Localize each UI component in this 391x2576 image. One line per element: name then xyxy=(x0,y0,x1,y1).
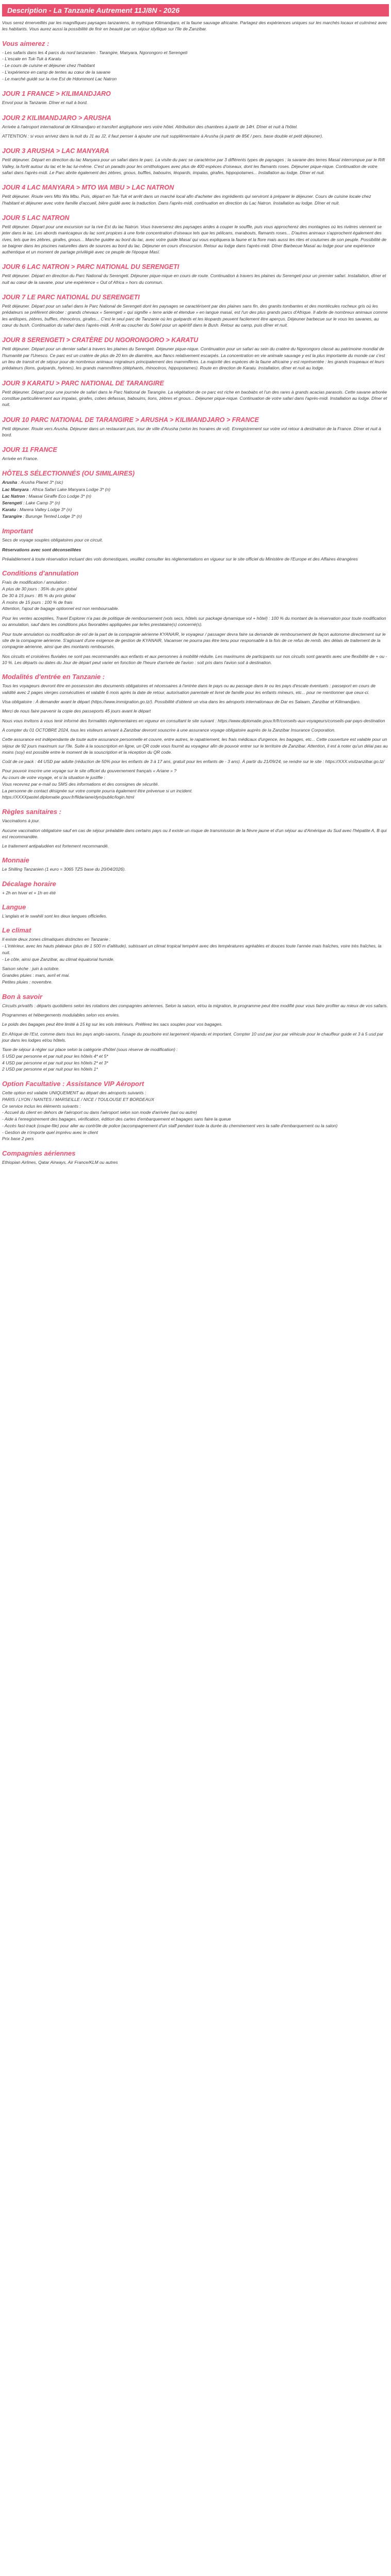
sanitaires-text: Le traitement antipaludéen est fortement recommandé. xyxy=(2,843,109,849)
day-text: Petit déjeuner. Route vers Mto Wa Mbu. Puis, départ en Tuk-Tuk et arrêt dans un marché local afin d'acheter des ingrédients qui serviront à préparer le déjeuner. Cours de cuisine locale chez l'habitant et déjeuner avec votre famille d'accueil, bière guidé avec la traduction. Dans l'après-midi, continuation en direction du Lac Natron. Installation au lodge. Dîner et nuit. xyxy=(2,194,371,206)
entree-text: Visa obligatoire : À demander avant le départ (https://www.immigration.go.tz/). Possibilité d'obtenir un visa dans les aéroports internationaux de Dar es Salaam, Zanzibar et Kilimandjaro. xyxy=(2,699,361,704)
day-title: JOUR 9 KARATU > PARC NATIONAL DE TARANGIRE xyxy=(2,379,164,387)
entree-text: Tous les voyageurs devront être en possession des documents obligatoires et nécessaires à l'entrée dans le pays ou au passage dans le ou les pays d'escale éventuels : passeport en cours de validité avec 2 pages vierges consécutives et valable 6 mois après la date de retour, autorisation parentale et livret de famille pour les enfants mineurs, etc... pour ne mentionner que ceux-ci. xyxy=(2,683,376,695)
vous-aimerez-title: Vous aimerez : xyxy=(2,39,50,47)
page-title: Description - La Tanzanie Autrement 11J/8N - 2026 xyxy=(2,4,389,16)
hotel-row xyxy=(2,513,389,520)
hotel-name: : Marera Valley Lodge 3* (n) xyxy=(17,507,72,513)
entree-text: Coût de ce pack : 44 USD par adulte (réduction de 50% pour les enfants de 3 à 17 ans, gratuit pour les enfants de - 3 ans). À partir du 21/09/24, se rendre sur le site : https://XXX.visitzanzibar.go.tz/ xyxy=(2,759,385,765)
hotels-title: HÔTELS SÉLECTIONNÉS (OU SIMILAIRES) xyxy=(2,470,135,478)
list-item: La personne de contact désignée sur votre compte pourra également être prévenue si un incident. xyxy=(2,788,193,793)
list-item: 4 USD par personne et par nuit pour les hôtels 2* et 3* xyxy=(2,1060,108,1065)
bonasavoir-text: En Afrique de l'Est, comme dans tous les pays anglo-saxons, l'usage du pourboire est largement répandu et important. Compter 10 usd par jour par véhicule pour le chauffeur guide et 3 à 5 usd par jour dans les lodges et/ou hôtels. xyxy=(2,1031,384,1043)
hotel-location: Lac Manyara xyxy=(2,486,29,492)
sanitaires-text: Aucune vaccination obligatoire sauf en cas de séjour préalable dans certains pays ou il existe un risque de transmission de la fièvre jaune et d'un séjour au d'Amérique du Sud avec l'hépatite A, B qui est recommandée. xyxy=(2,827,387,839)
sanitaires-text: Vaccinations à jour. xyxy=(2,818,40,824)
hotel-name: : Arusha Planet 3* (sic) xyxy=(18,480,63,485)
list-item: De 30 à 15 jours : 85 % du prix global xyxy=(2,592,75,598)
annulation-text: Pour toute annulation ou modification de vol de la part de la compagnie aérienne KYANAIR, le voyageur / passager devra faire sa demande de remboursement de façon autonome directement sur le site de la compagnie aérienne. S'agissant d'une exigence de gestion de KYANAIR, Vacanser ne pourra pas être tenu pour responsable à la fois de ce refus de remb. des délais de traitement de la compagnie aérienne, ainsi que des montants remboursés. xyxy=(2,631,386,650)
option-list xyxy=(2,1090,389,1142)
list-item: Prix base 2 pers xyxy=(2,1136,34,1142)
list-item: Il existe deux zones climatiques distinctes en Tanzanie : xyxy=(2,937,111,942)
list-item: - Accès fast-track (coupe-file) pour aller au contrôle de police (accompagnement d'un staff pendant toute la durée du cheminement vers la salle d'embarquement ou la salon) xyxy=(2,1123,338,1128)
bonasavoir-title: Bon à savoir xyxy=(2,992,43,1001)
day-text: Petit déjeuner. Départ pour un safari dans le Parc National de Serengeti dont les paysages se caractérisent par des plaines sans fin, des granits tombantes et des montécules rocheux gris où les prédateurs se préfèrent dérober : grands chevaux « Serengeti » qui signifie « terre aride et étendue » en langue masaï, est l'un des plus grands parcs d'Afrique. Il abrite de nombreux animaux comme les antilopes, zèbres, buffles, rhinocéros, girafes... C'est le seul parc de Tanzanie où les guépards et les léopards peuvent facilement être aperçus. Déjeuner barbecue sur le vous les savanes, au cœur du bush. Continuation du safari dans l'après-midi. Arrêt au coucher du Soleil pour un apéritif dans le Bush. Retour au camp, puis dîner et nuit. xyxy=(2,303,388,328)
monnaie-text: Le Shilling Tanzanien (1 euro = 3065 TZS base du 20/04/2026). xyxy=(2,867,126,872)
langue-title: Langue xyxy=(2,903,26,911)
list-item: - L'expérience en camp de tentes au cœur de la savane xyxy=(2,69,110,75)
hotel-name: : Africa Safari Lake Manyara Lodge 3* (n) xyxy=(29,486,110,492)
compagnies-text: Ethiopian Airlines, Qatar Airways, Air France/KLM ou autres xyxy=(2,1160,118,1165)
day-title: JOUR 11 FRANCE xyxy=(2,446,57,454)
important-title: Important xyxy=(2,527,33,535)
ariane-link[interactable]: https://XXXXpastel.diplomatie.gouv.fr/fildariane/dyn/public/login.html xyxy=(2,794,134,800)
list-item: - Le cours de cuisine et déjeuner chez l'habitant xyxy=(2,63,95,69)
day-title: JOUR 4 LAC MANYARA > MTO WA MBU > LAC NATRON xyxy=(2,184,174,192)
day-text: Petit déjeuner. Route vers Arusha. Déjeuner dans un restaurant puis, tour de ville d'Arusha (selon les horaires de vol). Enregistrement sur votre vol retour à destination de la France. Dîner et nuit à bord. xyxy=(2,426,381,437)
hotel-location: Serengeti xyxy=(2,500,22,505)
list-item: Cette option est valable UNIQUEMENT au départ des aéroports suivants : xyxy=(2,1090,146,1096)
vous-aimerez-list xyxy=(2,49,389,82)
list-item: - Le marché guidé sur la rive Est de Hdommont Lac Natron xyxy=(2,76,117,81)
entree-text: À compter du 01 OCTOBRE 2024, tous les visiteurs arrivant à Zanzibar devront souscrire à une assurance voyage obligatoire auprès de la Zanzibar Insurance Corporation. xyxy=(2,727,336,733)
list-item: - Les safaris dans les 4 parcs du nord tanzanien : Tarangire, Manyara, Ngorongoro et Serengeti xyxy=(2,49,188,55)
day-text: Arrivée à l'aéroport international de Kilimandjaro et transfert anglophone vers votre hôtel. Attribution des chambres à partir de 14H. Dîner et nuit à l'hôtel. xyxy=(2,124,298,129)
day-text: Envol pour la Tanzanie. Dîner et nuit à bord. xyxy=(2,100,88,106)
list-item: A plus de 30 jours : 35% du prix global xyxy=(2,586,77,592)
day-title: JOUR 5 LAC NATRON xyxy=(2,214,70,222)
list-item: À moins de 15 jours : 100 % de frais xyxy=(2,599,73,605)
day-title: JOUR 8 SERENGETI > CRATÈRE DU NGORONGORO > KARATU xyxy=(2,336,199,344)
list-item: Vous recevrez par e-mail ou SMS des informations et des consignes de sécurité. xyxy=(2,781,159,787)
hotel-location: Karatu xyxy=(2,507,16,513)
list-item: Frais de modification / annulation : xyxy=(2,580,69,585)
important-text: Préalablement à toute réservation incluant des vols domestiques, veuillez consulter les réglementations en vigueur sur le site officiel du Ministère de l'Europe et des Affaires étrangères xyxy=(2,556,358,562)
option-title: Option Facultative : Assistance VIP Aéroport xyxy=(2,1080,144,1088)
hotel-name: : Burunge Tented Lodge 3* (n) xyxy=(23,514,82,519)
hotel-row xyxy=(2,479,389,486)
taxe-list xyxy=(2,1046,389,1073)
hotel-row xyxy=(2,506,389,513)
list-item: 5 USD par personne et par nuit pour les hôtels 4* et 5* xyxy=(2,1053,108,1059)
list-item: - L'escale en Tuk-Tuk à Karatu xyxy=(2,56,61,62)
bonasavoir-text: Programmes et hébergements modulables selon vos envies. xyxy=(2,1012,120,1018)
hotel-location: Tarangire xyxy=(2,514,22,519)
hotel-row xyxy=(2,500,389,506)
entree-text: Merci de nous faire parvenir la copie des passeports 45 jours avant le départ xyxy=(2,708,151,714)
hotel-location: Arusha xyxy=(2,480,18,485)
list-item: Au cours de votre voyage, et si la situation le justifie : xyxy=(2,775,105,781)
list-item: PARIS / LYON / NANTES / MARSEILLE / NICE / TOULOUSE ET BORDEAUX xyxy=(2,1096,155,1102)
day-text: Arrivée en France. xyxy=(2,456,38,462)
ariane-list xyxy=(2,768,389,801)
hotel-name: : Lake Camp 3* (n) xyxy=(23,500,60,505)
day-text: Petit déjeuner. Départ en direction du lac Manyara pour un safari dans le parc. La visite du parc se caractérise par 3 différents types de paysages : la savane des terres Masaï interrompue par le Rift Valley, la forêt autour du lac et le lac lui-même. C'est un paradis pour les ornithologues avec plus de 400 espèces d'oiseaux, dont les flamants roses. Déjeuner pique-nique. Continuation de votre safari dans l'après-midi. Le Parc abrite également des zèbres, gnous, buffles, babouins, léopards, impalas, girafes, hippopotames... Installation au lodge. Dîner et nuit. xyxy=(2,157,385,175)
important-text: Réservations avec sont déconseillées xyxy=(2,547,82,552)
day-text: Petit déjeuner. Départ pour un dernier safari à travers les plaines du Serengeti. Déjeuner pique-nique. Continuation pour un safari au sein du cratère du Ngorongoro classé au patrimoine mondial de l'humanité par l'Unesco. Ce parc est un cratère de plus de 20 km de diamètre, aux flancs relativement escarpés. La concentration en vie animale sauvage y est la plus importante du monde car c'est un lieu de transit et de séjour pour de nombreux animaux migrateurs principalement des mammifères. La majorité des espèces de la faune africaine y est représentée : les grands troupeaux et leurs prédateurs (lions, guépards, hyènes), les grands mammifères (éléphants, rhinocéros, hippopotames). Route en direction de Karatu. Installation, dîner et nuit au lodge. xyxy=(2,346,385,371)
list-item: - Accueil du client en dehors de l'aéroport ou dans l'aéroport selon son mode d'arrivée (taxi ou autre) xyxy=(2,1110,197,1115)
important-text: Secs de voyage souples obligatoires pour ce circuit. xyxy=(2,537,103,543)
compagnies-title: Compagnies aériennes xyxy=(2,1149,76,1158)
saisons-list xyxy=(2,965,389,985)
sanitaires-title: Règles sanitaires : xyxy=(2,808,61,816)
climat-list xyxy=(2,936,389,962)
list-item: Ce service inclus les éléments suivants : xyxy=(2,1103,81,1109)
list-item: Pour pouvoir inscrire une voyage sur le site officiel du gouvernement français « Ariane » ? xyxy=(2,768,176,774)
list-item: Attention, l'ajout de bagage optionnel est non remboursable. xyxy=(2,606,119,612)
day-text: Petit déjeuner. Départ pour une journée de safari dans le Parc National de Tarangire. La végétation de ce parc est riche en baobabs et l'un des rares à grands acacias parasols. Cette savane arborée constitue particulièrement aux impalas, girafes, cobes defassas, babouins, lions, zèbres et gnous... Déjeuner pique-nique. Continuation de votre safari dans l'après-midi. Installation au lodge. Dîner et nuit. xyxy=(2,389,387,408)
list-item: - Gestion de n'importe quel imprévu avec le client xyxy=(2,1129,98,1135)
hotel-location: Lac Natron xyxy=(2,493,25,499)
page xyxy=(0,4,391,1171)
bonasavoir-text: Circuits privatifs : départs quotidiens selon les rotations des compagnies aériennes. Selon la saison, et/ou la migration, le programme peut être modifié pour vous faire profiter au mieux de vos safaris. xyxy=(2,1003,388,1008)
hotel-row xyxy=(2,486,389,493)
entree-text: Cette assurance est indépendante de toute autre assurance personnelle et couvre, entre autres, le rapatriement, les frais médicaux d'urgence, les bagages, etc... Cette couverture est valable pour un séjour de 92 jours maximum sur l'île. Suite à la souscription en ligne, un QR code vous fournit au voyageur afin de pouvoir entrer sur le territoire de Zanzibar. Attention, il est à noter qu'un délai pas au moins (soy) est possible entre le moment de la souscription et la réception du QR code. xyxy=(2,737,388,755)
annulation-text: Nos circuits et croisières fluviales ne sont pas recommandés aux enfants et aux personnes à mobilité réduite. Les maximums de participants sur nos circuits sont garantis avec une flexibilité de + ou - 10 %. Les départs ou dates du Jour de départ peut varier en fonction de l'heure d'arrivée de l'avion : soit pris dans l'avion soit à destination. xyxy=(2,653,387,666)
decalage-title: Décalage horaire xyxy=(2,879,56,888)
list-item: Taxe de séjour à régler sur place selon la catégorie d'hôtel (sous réserve de modification) : xyxy=(2,1047,178,1053)
annulation-text: Pour les ventes acceptées, Travel Explorer n'a pas de politique de remboursement (vols secs, hôtels sur package dynamique vol + hôtel) : 100 % du montant de la réservation pour toute modification ou annulation, sauf dans les conditions plus favorables appliquées par le/les prestataire(s) concerné(s). xyxy=(2,616,386,628)
hotel-name: : Maasai Giraffe Eco Lodge 3* (n) xyxy=(26,493,91,499)
hotel-list xyxy=(2,479,389,520)
day-text: Petit déjeuner. Départ en direction du Parc National du Serengeti. Déjeuner pique-nique en cours de route. Continuation à travers les plaines du Serengeti pour un premier safari. Installation, dîner et nuit au cœur de la savane, pour une expérience « Out of Africa » hors du commun. xyxy=(2,273,386,285)
langue-text: L'anglais et le swahili sont les deux langues officielles. xyxy=(2,913,107,919)
list-item: 2 USD par personne et par nuit pour les hôtels 1* xyxy=(2,1066,98,1072)
list-item: - Le côte, ainsi que Zanzibar, au climat équatorial humide. xyxy=(2,956,115,962)
day-title: JOUR 2 KILIMANDJARO > ARUSHA xyxy=(2,114,111,122)
day-title: JOUR 6 LAC NATRON > PARC NATIONAL DU SERENGETI xyxy=(2,263,180,271)
list-item: - L'intérieur, avec les hauts plateaux (plus de 1 500 m d'altitude), subissant un climat tropical tempéré avec des températures agréables et douces toute l'année mais fraîches, voire très fraîches, la nuit. xyxy=(2,943,382,955)
entree-title: Modalités d'entrée en Tanzanie : xyxy=(2,673,105,681)
day-title: JOUR 1 FRANCE > KILIMANDJARO xyxy=(2,90,111,98)
climat-title: Le climat xyxy=(2,926,31,935)
annulation-list xyxy=(2,579,389,612)
list-item: - Aide à l'enregistrement des bagages, vérification, édition des cartes d'embarquement et bagages sans faire la queue xyxy=(2,1116,231,1122)
list-item: Petites pluies : novembre. xyxy=(2,979,53,985)
bottom-spacer xyxy=(2,1169,389,1171)
day-text: Petit déjeuner. Départ pour une excursion sur la rive Est du lac Natron. Vous traverserez des paysages arides à couper le souffle, puis vous approcherez des montagnes où les rivières viennent se jeter dans le lac. Les abords marécageux du lac sont propices à une forte concentration d'oiseaux tels que les pélicans, marabouts, flamants roses... D'autres animaux s'approchent également des rives, tels que les zèbres, girafes, gnous... Marche guidée au bord du lac, avec votre guide Masaï qui vous expliquera la faune et la flore mais aussi les rites et coutumes de son peuple. Possibilité de se baigner dans les piscines naturelles dans de sources au bord du lac. Déjeuner en cours d'excursion. Retour au lodge dans l'après-midi. Dîner Barbecue Masaï au lodge pour une expérience authentique et un moment de partage privilégié avec ce peuple de l'époque Masï. xyxy=(2,224,387,255)
intro-text: Vous serez émerveillés par les magnifiques paysages tanzaniens, le mythique Kilimandjaro, et la faune sauvage africaine. Partagez des expériences uniques sur les marchés locaux et culminez avec les habitants. Vous aurez aussi la possibilité de finir en beauté par un séjour idyllique sur l'île de Zanzibar. xyxy=(2,20,387,32)
annulation-title: Conditions d'annulation xyxy=(2,569,79,578)
hotel-row xyxy=(2,493,389,500)
day-title: JOUR 3 ARUSHA > LAC MANYARA xyxy=(2,147,109,155)
day-title: JOUR 7 LE PARC NATIONAL DU SERENGETI xyxy=(2,294,140,301)
day-title: JOUR 10 PARC NATIONAL DE TARANGIRE > ARUSHA > KILIMANDJARO > FRANCE xyxy=(2,416,259,423)
list-item: Grandes pluies : mars, avril et mai. xyxy=(2,973,70,978)
day-text: ATTENTION : si vous arrivez dans la nuit du J1 au J2, il faut penser à ajouter une nuit supplémentaire à Arusha (à partir de 85€ / pers. base double et petit déjeuner). xyxy=(2,133,323,139)
list-item: Saison sèche : juin à octobre. xyxy=(2,966,60,972)
monnaie-title: Monnaie xyxy=(2,856,29,865)
entree-text: Nous vous invitons à vous tenir informé des formalités réglementaires en vigueur en consultant le site suivant : https://www.diplomatie.gouv.fr/fr/conseils-aux-voyageurs/conseils-par-pays-destination xyxy=(2,718,385,723)
bonasavoir-text: Le poids des bagages peut être limité à 15 kg sur les vols intérieurs. Préférez les sacs souples pour vos bagages. xyxy=(2,1022,223,1027)
decalage-text: + 2h en hiver et + 1h en été xyxy=(2,890,56,895)
